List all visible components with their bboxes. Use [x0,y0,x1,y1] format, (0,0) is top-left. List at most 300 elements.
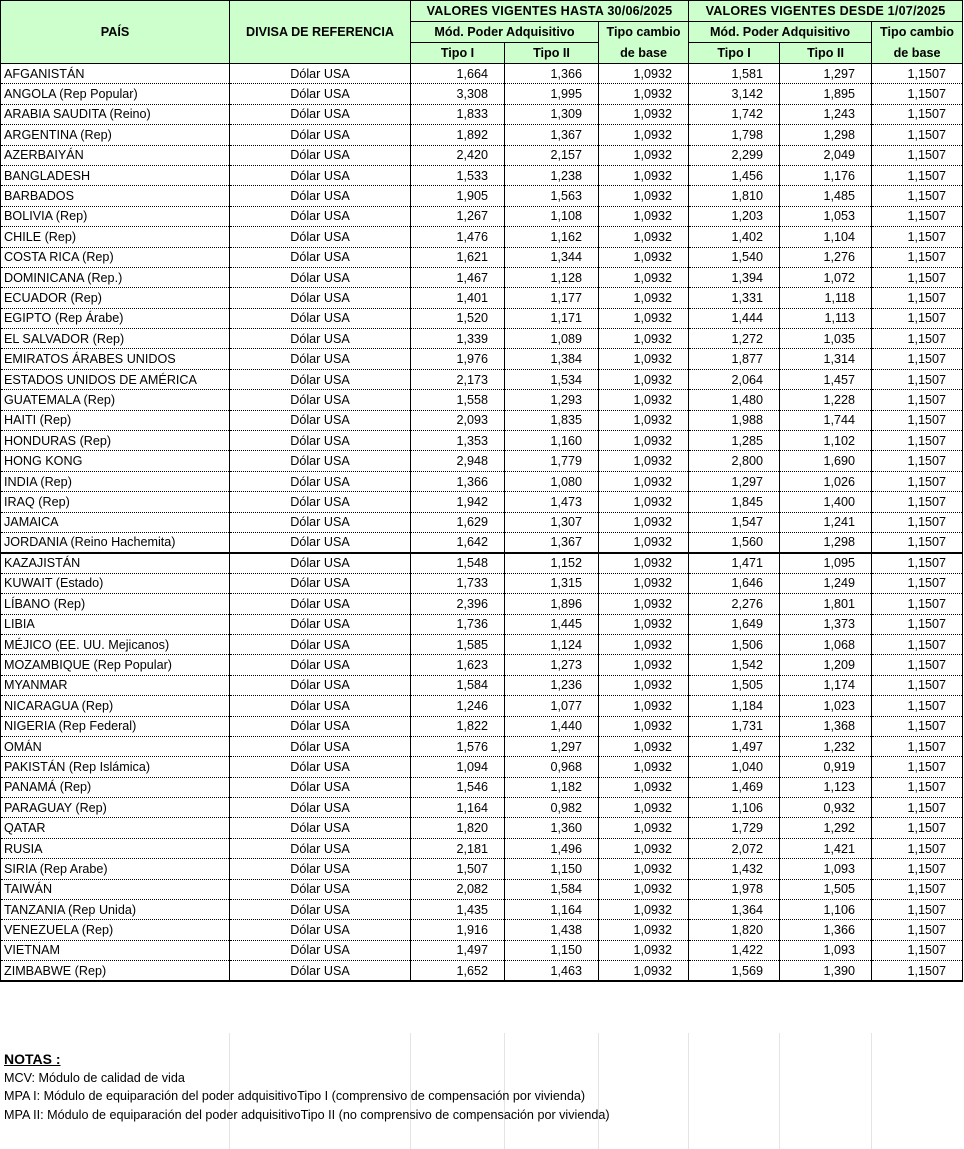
cell-tipo2-old: 1,309 [505,104,599,124]
cell-pais: EMIRATOS ÁRABES UNIDOS [1,349,230,369]
table-row [1,471,963,491]
table-row [1,573,963,593]
cell-tipo-cambio-new: 1,1507 [872,410,963,430]
cell-tipo-cambio-old: 1,0932 [599,777,689,797]
cell-divisa: Dólar USA [230,492,411,512]
cell-divisa: Dólar USA [230,186,411,206]
cell-tipo2-new: 1,113 [780,308,872,328]
cell-tipo1-old: 1,497 [411,940,505,960]
cell-divisa: Dólar USA [230,145,411,165]
cell-tipo1-old: 1,467 [411,267,505,287]
cell-divisa: Dólar USA [230,553,411,573]
cell-pais: TAIWÁN [1,879,230,899]
cell-tipo1-new: 1,422 [689,940,780,960]
cell-tipo-cambio-old: 1,0932 [599,736,689,756]
cell-tipo1-new: 1,845 [689,492,780,512]
cell-pais: ANGOLA (Rep Popular) [1,84,230,104]
cell-tipo-cambio-new: 1,1507 [872,696,963,716]
table-row [1,961,963,981]
cell-divisa: Dólar USA [230,594,411,614]
cell-tipo2-old: 1,779 [505,451,599,471]
cell-tipo-cambio-old: 1,0932 [599,186,689,206]
cell-tipo-cambio-old: 1,0932 [599,961,689,981]
cell-pais: PAKISTÁN (Rep Islámica) [1,757,230,777]
cell-tipo1-old: 1,520 [411,308,505,328]
cell-tipo2-old: 0,982 [505,798,599,818]
cell-tipo-cambio-new: 1,1507 [872,349,963,369]
cell-tipo1-new: 2,064 [689,369,780,389]
cell-tipo2-old: 1,360 [505,818,599,838]
cell-tipo1-new: 1,040 [689,757,780,777]
cell-tipo-cambio-new: 1,1507 [872,471,963,491]
cell-tipo1-old: 1,942 [411,492,505,512]
cell-tipo2-new: 1,801 [780,594,872,614]
cell-tipo2-old: 1,440 [505,716,599,736]
cell-pais: HAITI (Rep) [1,410,230,430]
cell-tipo2-old: 1,896 [505,594,599,614]
cell-pais: QATAR [1,818,230,838]
cell-tipo-cambio-old: 1,0932 [599,206,689,226]
cell-pais: PANAMÁ (Rep) [1,777,230,797]
cell-pais: COSTA RICA (Rep) [1,247,230,267]
table-row [1,655,963,675]
table-body [1,64,963,982]
cell-tipo2-new: 1,209 [780,655,872,675]
cell-tipo2-new: 1,457 [780,369,872,389]
notes-section [4,1050,610,1124]
cell-tipo2-new: 1,241 [780,512,872,532]
cell-divisa: Dólar USA [230,267,411,287]
cell-pais: NICARAGUA (Rep) [1,696,230,716]
table-row [1,798,963,818]
cell-tipo-cambio-old: 1,0932 [599,512,689,532]
cell-tipo1-new: 1,729 [689,818,780,838]
cell-tipo-cambio-new: 1,1507 [872,553,963,573]
cell-divisa: Dólar USA [230,104,411,124]
cell-tipo-cambio-old: 1,0932 [599,532,689,552]
cell-pais: ARGENTINA (Rep) [1,125,230,145]
cell-tipo1-old: 1,246 [411,696,505,716]
cell-tipo-cambio-old: 1,0932 [599,410,689,430]
header-tipo2-new: Tipo II [780,43,872,64]
cell-tipo2-old: 1,473 [505,492,599,512]
cell-tipo1-new: 1,506 [689,634,780,654]
cell-tipo-cambio-old: 1,0932 [599,247,689,267]
cell-pais: VENEZUELA (Rep) [1,920,230,940]
cell-tipo-cambio-new: 1,1507 [872,84,963,104]
cell-pais: ECUADOR (Rep) [1,288,230,308]
cell-tipo1-old: 1,905 [411,186,505,206]
header-tipo-cambio-old-l1: Tipo cambio [599,22,689,43]
cell-divisa: Dólar USA [230,308,411,328]
table-row [1,859,963,879]
cell-tipo-cambio-new: 1,1507 [872,125,963,145]
cell-tipo1-new: 1,560 [689,532,780,552]
cell-tipo-cambio-old: 1,0932 [599,920,689,940]
cell-tipo2-old: 1,150 [505,940,599,960]
table-row [1,329,963,349]
cell-tipo1-old: 1,652 [411,961,505,981]
cell-tipo-cambio-old: 1,0932 [599,125,689,145]
cell-divisa: Dólar USA [230,369,411,389]
cell-pais: LÍBANO (Rep) [1,594,230,614]
cell-tipo2-old: 1,177 [505,288,599,308]
cell-pais: BARBADOS [1,186,230,206]
cell-tipo2-new: 1,104 [780,227,872,247]
cell-tipo1-old: 1,916 [411,920,505,940]
cell-tipo-cambio-old: 1,0932 [599,655,689,675]
cell-tipo2-old: 1,463 [505,961,599,981]
cell-tipo-cambio-old: 1,0932 [599,940,689,960]
cell-tipo1-old: 1,733 [411,573,505,593]
cell-tipo2-new: 1,485 [780,186,872,206]
cell-tipo1-new: 1,742 [689,104,780,124]
cell-tipo-cambio-new: 1,1507 [872,206,963,226]
cell-pais: MÉJICO (EE. UU. Mejicanos) [1,634,230,654]
cell-tipo-cambio-new: 1,1507 [872,634,963,654]
cell-tipo2-old: 1,367 [505,125,599,145]
cell-tipo2-old: 1,089 [505,329,599,349]
cell-tipo-cambio-new: 1,1507 [872,165,963,185]
cell-tipo-cambio-old: 1,0932 [599,369,689,389]
cell-tipo2-new: 0,919 [780,757,872,777]
cell-tipo-cambio-new: 1,1507 [872,390,963,410]
notes-title: NOTAS : [4,1051,61,1067]
cell-tipo2-old: 2,157 [505,145,599,165]
cell-tipo1-old: 2,082 [411,879,505,899]
cell-divisa: Dólar USA [230,777,411,797]
cell-divisa: Dólar USA [230,614,411,634]
cell-pais: OMÁN [1,736,230,756]
cell-tipo-cambio-old: 1,0932 [599,349,689,369]
table-row [1,84,963,104]
cell-tipo1-old: 1,892 [411,125,505,145]
cell-tipo1-old: 1,558 [411,390,505,410]
cell-tipo-cambio-old: 1,0932 [599,573,689,593]
cell-tipo1-old: 1,820 [411,818,505,838]
header-tipo-cambio-old-l2: de base [599,43,689,64]
cell-tipo2-old: 1,152 [505,553,599,573]
table-row [1,390,963,410]
cell-tipo-cambio-old: 1,0932 [599,798,689,818]
cell-tipo-cambio-old: 1,0932 [599,634,689,654]
cell-tipo-cambio-new: 1,1507 [872,900,963,920]
cell-divisa: Dólar USA [230,451,411,471]
cell-tipo1-old: 1,094 [411,757,505,777]
cell-divisa: Dólar USA [230,818,411,838]
cell-pais: ARABIA SAUDITA (Reino) [1,104,230,124]
cell-tipo1-old: 1,507 [411,859,505,879]
cell-tipo2-new: 1,243 [780,104,872,124]
cell-tipo2-new: 1,095 [780,553,872,573]
cell-tipo1-old: 1,267 [411,206,505,226]
cell-tipo2-new: 1,174 [780,675,872,695]
cell-tipo-cambio-old: 1,0932 [599,553,689,573]
cell-tipo2-new: 1,102 [780,431,872,451]
cell-tipo2-new: 1,276 [780,247,872,267]
cell-pais: LIBIA [1,614,230,634]
table-row [1,532,963,552]
cell-tipo1-new: 1,540 [689,247,780,267]
cell-tipo2-new: 1,505 [780,879,872,899]
cell-tipo-cambio-old: 1,0932 [599,165,689,185]
header-mod-poder-new: Mód. Poder Adquisitivo [689,22,872,43]
cell-tipo-cambio-old: 1,0932 [599,451,689,471]
cell-tipo1-new: 1,820 [689,920,780,940]
cell-tipo2-old: 1,150 [505,859,599,879]
cell-tipo-cambio-old: 1,0932 [599,696,689,716]
cell-tipo2-new: 1,106 [780,900,872,920]
cell-tipo1-new: 1,731 [689,716,780,736]
note-mpa-2: MPA II: Módulo de equiparación del poder adquisitivoTipo II (no comprensivo de compensación por vivienda) [4,1107,610,1122]
cell-tipo1-new: 1,505 [689,675,780,695]
cell-divisa: Dólar USA [230,736,411,756]
cell-tipo1-old: 1,533 [411,165,505,185]
cell-tipo1-old: 1,584 [411,675,505,695]
cell-tipo-cambio-new: 1,1507 [872,573,963,593]
cell-tipo-cambio-new: 1,1507 [872,308,963,328]
header-group-old: VALORES VIGENTES HASTA 30/06/2025 [411,1,689,22]
cell-tipo2-new: 1,068 [780,634,872,654]
cell-tipo2-new: 1,298 [780,532,872,552]
cell-tipo2-old: 1,162 [505,227,599,247]
cell-tipo2-old: 1,438 [505,920,599,940]
cell-tipo-cambio-new: 1,1507 [872,655,963,675]
table-row [1,594,963,614]
cell-tipo1-new: 1,649 [689,614,780,634]
cell-divisa: Dólar USA [230,838,411,858]
cell-tipo-cambio-old: 1,0932 [599,471,689,491]
cell-tipo2-old: 1,384 [505,349,599,369]
cell-tipo-cambio-old: 1,0932 [599,145,689,165]
cell-tipo-cambio-old: 1,0932 [599,267,689,287]
cell-tipo2-new: 1,072 [780,267,872,287]
cell-tipo1-old: 1,736 [411,614,505,634]
table-row [1,838,963,858]
cell-tipo-cambio-old: 1,0932 [599,492,689,512]
cell-tipo1-old: 1,435 [411,900,505,920]
cell-divisa: Dólar USA [230,655,411,675]
cell-tipo2-old: 1,124 [505,634,599,654]
cell-tipo1-old: 1,585 [411,634,505,654]
cell-tipo2-new: 1,292 [780,818,872,838]
cell-tipo2-new: 1,123 [780,777,872,797]
cell-tipo-cambio-old: 1,0932 [599,900,689,920]
cell-pais: ZIMBABWE (Rep) [1,961,230,981]
cell-tipo-cambio-new: 1,1507 [872,716,963,736]
cell-pais: EL SALVADOR (Rep) [1,329,230,349]
cell-tipo-cambio-new: 1,1507 [872,492,963,512]
cell-tipo-cambio-new: 1,1507 [872,532,963,552]
cell-tipo2-old: 1,182 [505,777,599,797]
cell-pais: INDIA (Rep) [1,471,230,491]
cell-tipo2-old: 1,995 [505,84,599,104]
cell-tipo2-old: 1,315 [505,573,599,593]
cell-tipo-cambio-new: 1,1507 [872,798,963,818]
cell-tipo2-new: 1,228 [780,390,872,410]
table-row [1,512,963,532]
cell-divisa: Dólar USA [230,573,411,593]
header-mod-poder-old: Mód. Poder Adquisitivo [411,22,599,43]
table-row [1,267,963,287]
cell-divisa: Dólar USA [230,512,411,532]
cell-tipo1-old: 1,976 [411,349,505,369]
cell-tipo2-old: 1,835 [505,410,599,430]
table-row [1,553,963,573]
cell-tipo-cambio-new: 1,1507 [872,920,963,940]
cell-tipo1-new: 1,471 [689,553,780,573]
cell-tipo-cambio-new: 1,1507 [872,594,963,614]
cell-tipo1-new: 1,480 [689,390,780,410]
table-row [1,64,963,84]
cell-tipo1-old: 2,948 [411,451,505,471]
table-row [1,777,963,797]
cell-divisa: Dólar USA [230,84,411,104]
cell-tipo2-new: 1,690 [780,451,872,471]
cell-tipo2-old: 0,968 [505,757,599,777]
cell-tipo1-old: 2,396 [411,594,505,614]
cell-tipo1-new: 1,798 [689,125,780,145]
cell-tipo2-old: 1,273 [505,655,599,675]
cell-divisa: Dólar USA [230,390,411,410]
cell-tipo1-old: 1,833 [411,104,505,124]
cell-tipo1-new: 1,810 [689,186,780,206]
cell-tipo-cambio-new: 1,1507 [872,675,963,695]
cell-tipo-cambio-old: 1,0932 [599,879,689,899]
cell-tipo2-old: 1,584 [505,879,599,899]
cell-tipo-cambio-old: 1,0932 [599,757,689,777]
cell-tipo-cambio-old: 1,0932 [599,390,689,410]
cell-pais: CHILE (Rep) [1,227,230,247]
cell-tipo1-old: 1,353 [411,431,505,451]
cell-tipo1-old: 1,642 [411,532,505,552]
cell-tipo2-new: 0,932 [780,798,872,818]
cell-tipo1-old: 1,548 [411,553,505,573]
cell-tipo1-new: 1,542 [689,655,780,675]
cell-divisa: Dólar USA [230,940,411,960]
cell-tipo1-old: 2,181 [411,838,505,858]
cell-pais: MYANMAR [1,675,230,695]
table-row [1,247,963,267]
cell-tipo2-old: 1,297 [505,736,599,756]
cell-tipo1-new: 1,203 [689,206,780,226]
header-group-new: VALORES VIGENTES DESDE 1/07/2025 [689,1,963,22]
cell-tipo2-new: 1,421 [780,838,872,858]
cell-divisa: Dólar USA [230,532,411,552]
cell-tipo2-old: 1,128 [505,267,599,287]
cell-tipo1-new: 2,276 [689,594,780,614]
table-row [1,675,963,695]
cell-tipo1-old: 2,093 [411,410,505,430]
table-row [1,308,963,328]
cell-tipo1-old: 1,623 [411,655,505,675]
cell-pais: AFGANISTÁN [1,64,230,84]
cell-tipo2-new: 1,373 [780,614,872,634]
cell-tipo2-old: 1,293 [505,390,599,410]
cell-pais: GUATEMALA (Rep) [1,390,230,410]
cell-tipo1-new: 1,547 [689,512,780,532]
cell-pais: BANGLADESH [1,165,230,185]
cell-tipo2-new: 1,035 [780,329,872,349]
cell-tipo2-new: 1,390 [780,961,872,981]
cell-tipo-cambio-old: 1,0932 [599,859,689,879]
cell-tipo-cambio-new: 1,1507 [872,227,963,247]
table-row [1,410,963,430]
cell-tipo2-old: 1,367 [505,532,599,552]
cell-tipo1-old: 1,822 [411,716,505,736]
cell-tipo-cambio-new: 1,1507 [872,104,963,124]
cell-tipo1-old: 1,366 [411,471,505,491]
cell-tipo1-new: 1,444 [689,308,780,328]
cell-tipo1-old: 1,664 [411,64,505,84]
table-row [1,940,963,960]
cell-tipo1-new: 1,432 [689,859,780,879]
cell-tipo1-new: 1,106 [689,798,780,818]
cell-tipo2-new: 1,093 [780,859,872,879]
cell-tipo-cambio-new: 1,1507 [872,961,963,981]
cell-tipo2-old: 1,307 [505,512,599,532]
cell-pais: EGIPTO (Rep Árabe) [1,308,230,328]
note-mpa-1: MPA I: Módulo de equiparación del poder adquisitivoTipo I (comprensivo de compensación por vivienda) [4,1089,586,1104]
cell-tipo1-new: 1,364 [689,900,780,920]
cell-tipo-cambio-old: 1,0932 [599,838,689,858]
cell-tipo2-new: 1,232 [780,736,872,756]
cell-pais: RUSIA [1,838,230,858]
cell-pais: JORDANIA (Reino Hachemita) [1,532,230,552]
cell-tipo2-old: 1,534 [505,369,599,389]
cell-tipo2-new: 1,298 [780,125,872,145]
cell-tipo2-old: 1,171 [505,308,599,328]
cell-tipo2-new: 1,368 [780,716,872,736]
cell-tipo2-old: 1,108 [505,206,599,226]
cell-tipo1-new: 1,978 [689,879,780,899]
header-tipo-cambio-new-l2: de base [872,43,963,64]
note-mcv: MCV: Módulo de calidad de vida [4,1070,185,1085]
cell-tipo-cambio-new: 1,1507 [872,736,963,756]
cell-tipo1-new: 1,272 [689,329,780,349]
cell-tipo1-new: 1,569 [689,961,780,981]
cell-tipo1-new: 1,402 [689,227,780,247]
cell-divisa: Dólar USA [230,859,411,879]
cell-tipo2-old: 1,077 [505,696,599,716]
cell-divisa: Dólar USA [230,634,411,654]
cell-tipo2-new: 1,249 [780,573,872,593]
cell-tipo2-new: 1,023 [780,696,872,716]
cell-tipo1-new: 1,285 [689,431,780,451]
cell-tipo-cambio-old: 1,0932 [599,308,689,328]
cell-divisa: Dólar USA [230,696,411,716]
cell-tipo-cambio-new: 1,1507 [872,247,963,267]
cell-tipo2-old: 1,563 [505,186,599,206]
table-row [1,757,963,777]
cell-pais: DOMINICANA (Rep.) [1,267,230,287]
cell-tipo-cambio-new: 1,1507 [872,369,963,389]
table-row [1,716,963,736]
cell-tipo2-new: 1,314 [780,349,872,369]
cell-tipo1-old: 1,164 [411,798,505,818]
cell-tipo1-old: 2,420 [411,145,505,165]
cell-tipo2-old: 1,080 [505,471,599,491]
cell-divisa: Dólar USA [230,165,411,185]
table-row [1,369,963,389]
table-row [1,145,963,165]
table-row [1,818,963,838]
cell-tipo2-new: 1,053 [780,206,872,226]
cell-tipo2-new: 1,026 [780,471,872,491]
cell-divisa: Dólar USA [230,288,411,308]
cell-tipo2-new: 1,400 [780,492,872,512]
cell-pais: KAZAJISTÁN [1,553,230,573]
